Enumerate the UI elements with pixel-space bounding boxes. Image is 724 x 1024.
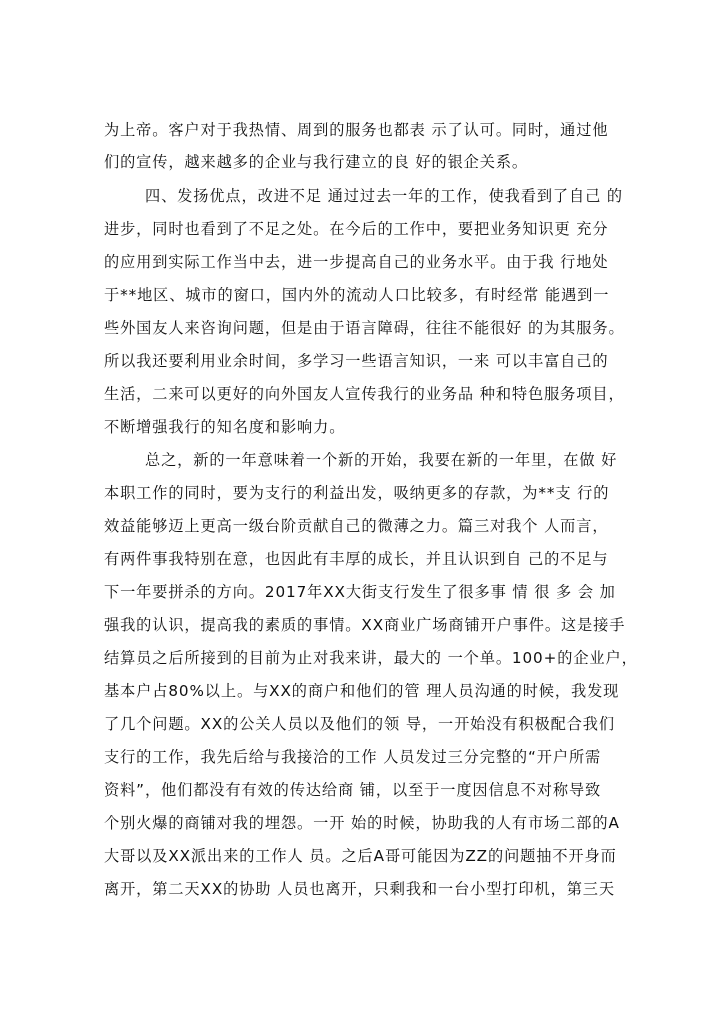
text-line: 支行的工作，我先后给与我接洽的工作 人员发过三分完整的“开户所需: [104, 748, 602, 766]
text-line: 大哥以及XX派出来的工作人 员。之后A哥可能因为ZZ的问题抽不开身而: [104, 847, 617, 865]
text-line: 效益能够迈上更高一级台阶贡献自己的微薄之力。篇三对我个 人而言，: [104, 517, 609, 535]
text-line: 于**地区、城市的窗口，国内外的流动人口比较多，有时经常 能遇到一: [104, 286, 610, 304]
text-line: 了几个问题。XX的公关人员以及他们的领 导，一开始没有积极配合我们: [104, 715, 615, 733]
text-line: 的应用到实际工作当中去，进一步提高自己的业务水平。由于我 行地处: [104, 253, 609, 271]
text-line: 些外国友人来咨询问题，但是由于语言障碍，往往不能很好 的为其服务。: [104, 319, 625, 337]
text-line: 下一年要拼杀的方向。2017年XX大街支行发生了很多事 情 很 多 会 加: [104, 583, 616, 601]
text-line: 不断增强我行的知名度和影响力。: [104, 418, 346, 436]
text-line: 有两件事我特别在意，也因此有丰厚的成长，并且认识到自 己的不足与: [104, 550, 609, 568]
text-line: 资料”，他们都没有有效的传达给商 铺，以至于一度因信息不对称导致: [104, 781, 602, 799]
text-line: 四、发扬优点，改进不足 通过过去一年的工作，使我看到了自己 的: [145, 187, 623, 205]
text-line: 基本户占80%以上。与XX的商户和他们的管 理人员沟通的时候，我发现: [104, 682, 620, 700]
text-line: 个别火爆的商铺对我的埋怨。一开 始的时候，协助我的人有市场二部的A: [104, 814, 620, 832]
text-line: 本职工作的同时，要为支行的利益出发，吸纳更多的存款，为**支 行的: [104, 484, 610, 502]
text-line: 强我的认识，提高我的素质的事情。XX商业广场商铺开户事件。这是接手: [104, 616, 626, 634]
text-line: 进步，同时也看到了不足之处。在今后的工作中，要把业务知识更 充分: [104, 220, 609, 238]
text-line: 结算员之后所接到的目前为止对我来讲，最大的 一个单。100+的企业户，: [104, 649, 638, 667]
text-line: 们的宣传，越来越多的企业与我行建立的良 好的银企关系。: [104, 153, 529, 171]
text-line: 生活，二来可以更好的向外国友人宣传我行的业务品 种和特色服务项目，: [104, 385, 625, 403]
text-line: 总之，新的一年意味着一个新的开始，我要在新的一年里，在做 好: [145, 451, 618, 469]
text-line: 离开，第二天XX的协助 人员也离开，只剩我和一台小型打印机，第三天: [104, 880, 615, 898]
text-line: 为上帝。客户对于我热情、周到的服务也都表 示了认可。同时，通过他: [104, 121, 609, 139]
text-line: 所以我还要利用业余时间，多学习一些语言知识，一来 可以丰富自己的: [104, 352, 609, 370]
